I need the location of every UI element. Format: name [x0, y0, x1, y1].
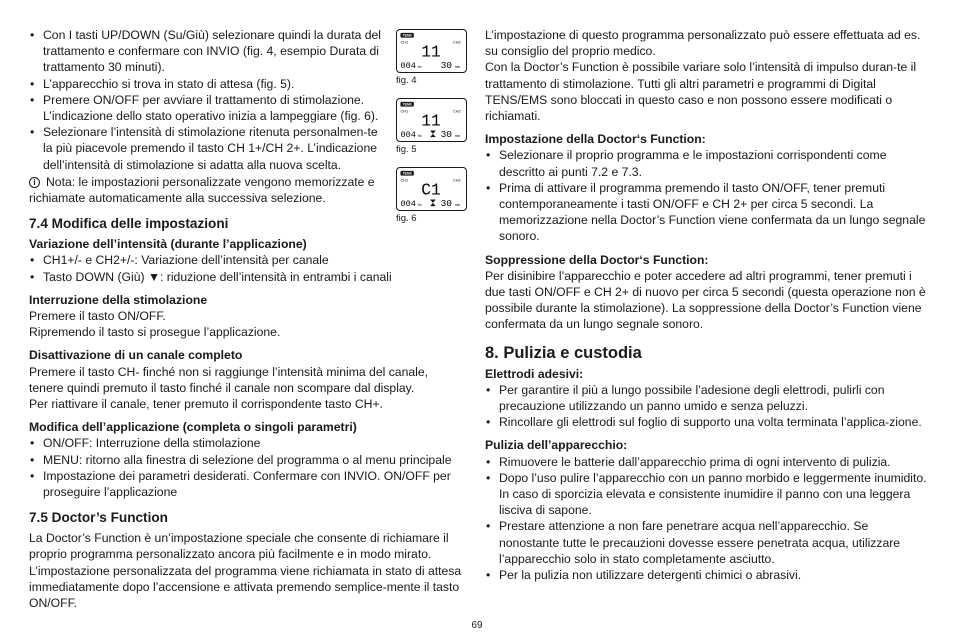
- intensity-digits: C1: [421, 180, 441, 200]
- electrodes-heading: Elettrodi adesivi:: [485, 366, 584, 381]
- min-label: min: [454, 65, 461, 70]
- figure-4: [396, 29, 468, 86]
- interrupt-heading: Interruzione della stimolazione: [29, 292, 208, 307]
- list-item: • CH1+/- e CH2+/-: Variazione dell’intensità per canale: [29, 252, 470, 268]
- info-icon: i: [29, 177, 40, 188]
- ch2-label: CH2: [452, 40, 461, 45]
- hourglass-icon: [430, 131, 436, 138]
- interrupt-line: Ripremendo il tasto si prosegue l’applicazione.: [29, 325, 281, 340]
- variation-list: [29, 252, 470, 284]
- lcd-display-icon: [396, 98, 467, 142]
- modify-heading: Modifica dell’applicazione (completa o singoli parametri): [29, 420, 357, 435]
- device-cleaning-list: [485, 454, 927, 584]
- intensity-digits: 11: [421, 42, 441, 62]
- figure-caption: fig. 5: [396, 144, 417, 155]
- counter-digits: 004: [400, 61, 416, 72]
- duration-digits: 30: [440, 198, 453, 210]
- variation-heading: Variazione dell’intensità (durante l’applicazione): [29, 237, 307, 252]
- list-item: • L’apparecchio si trova in stato di attesa (fig. 5).: [29, 76, 386, 92]
- right-intro: L’impostazione di questo programma personalizzato può essere effettuata ad es. su consiglio del proprio medico.: [485, 28, 921, 59]
- intro-steps-list: [29, 27, 386, 173]
- removal-heading: Soppressione della Doctor‘s Function:: [485, 252, 709, 267]
- lcd-display-icon: [396, 167, 467, 211]
- list-item: • Selezionare l’intensità di stimolazione ritenuta personalmen-te la più piacevole premendo il tasto CH 1+/CH 2+. L’indicazione dell’intensità di stimolazione si adatta alla nuova scelta.: [29, 124, 386, 173]
- list-item: • Tasto DOWN (Giù) ▼: riduzione dell’intensità in entrambi i canali: [29, 269, 470, 285]
- right-intro-2: Con la Doctor’s Function è possibile variare solo l’intensità di impulso duran-te il trattamento di stimolazione. Tutti gli altri parametri e programmi di Digital TENS/EMS sono bloccati in questo caso e non possono essere modificati o richiamati.: [485, 60, 917, 124]
- note-text: Nota: le impostazioni personalizzate vengono memorizzate e richiamate automaticamente alla successiva selezione.: [29, 174, 375, 206]
- list-item: • ON/OFF: Interruzione della stimolazione: [29, 435, 470, 451]
- list-item: • Prestare attenzione a non fare penetrare acqua nell’apparecchio. Se nonostante tutte le precauzioni dovesse essere penetrata acqua, utilizzare l’apparecchio solo in stato completamente asciutto.: [485, 518, 927, 567]
- page-number: 69: [471, 620, 483, 631]
- section-7-4-heading: 7.4 Modifica delle impostazioni: [29, 216, 229, 232]
- figure-caption: fig. 6: [396, 213, 417, 224]
- disable-line: Premere il tasto CH- finché non si raggiunge l’intensità minima del canale,: [29, 364, 428, 379]
- ch2-label: CH2: [452, 178, 461, 183]
- duration-digits: 30: [440, 129, 453, 141]
- right-column: [485, 27, 927, 583]
- list-item: • Dopo l’uso pulire l’apparecchio con un panno morbido e leggermente inumidito. In caso di sporcizia elevata e consistente inumidire il panno con una leggera lisciva di sapone.: [485, 470, 927, 519]
- modify-list: [29, 435, 470, 500]
- section-7-5-heading: 7.5 Doctor’s Function: [29, 510, 168, 526]
- mode-tab-label: TENS: [402, 33, 412, 38]
- setting-list: [485, 147, 927, 244]
- lcd-display-icon: [396, 29, 467, 73]
- doctors-function-body: La Doctor’s Function è un’impostazione speciale che consente di richiamare il proprio programma personalizzato ancora più facilmente e in modo mirato. L’impostazione personalizzata del programma viene richiamata in stato di attesa immediatamente dopo l’accensione e attivata premendo semplice-mente il tasto ON/OFF.: [29, 531, 462, 611]
- list-item: • Premere ON/OFF per avviare il trattamento di stimolazione. L’indicazione dello stato operativo inizia a lampeggiare (fig. 6).: [29, 92, 386, 124]
- ch1-label: CH1: [400, 109, 409, 114]
- list-item: • MENU: ritorno alla finestra di selezione del programma o al menu principale: [29, 452, 470, 468]
- list-item: • Impostazione dei parametri desiderati. Confermare con INVIO. ON/OFF per proseguire l’applicazione: [29, 468, 470, 500]
- ch1-label: CH1: [400, 40, 409, 45]
- mode-tab-label: TENS: [402, 102, 412, 107]
- figure-6: [396, 167, 468, 224]
- list-item: • Prima di attivare il programma premendo il tasto ON/OFF, tener premuti contemporaneamente i tasti ON/OFF e CH 2+ per circa 5 secondi. La memorizzazione nella Doctor’s Function viene confermata da un lungo segnale sonoro.: [485, 180, 927, 245]
- setting-heading: Impostazione della Doctor‘s Function:: [485, 132, 706, 147]
- mode-tab-label: TENS: [402, 171, 412, 176]
- intensity-digits: 11: [421, 111, 441, 131]
- min-label: min: [454, 134, 461, 139]
- list-item: • Rincollare gli elettrodi sul foglio di supporto una volta terminata l’applica-zione.: [485, 414, 927, 430]
- list-item: • Rimuovere le batterie dall’apparecchio prima di ogni intervento di pulizia.: [485, 454, 927, 470]
- unit-label: Hz: [417, 65, 422, 70]
- interrupt-line: Premere il tasto ON/OFF.: [29, 309, 166, 324]
- min-label: min: [454, 203, 461, 208]
- figure-caption: fig. 4: [396, 75, 417, 86]
- list-item: • Con I tasti UP/DOWN (Su/Giù) selezionare quindi la durata del trattamento e confermare con INVIO (fig. 4, esempio Durata di trattamento 30 minuti).: [29, 27, 386, 76]
- list-item: • Per garantire il più a lungo possibile l’adesione degli elettrodi, pulirli con precauzione utilizzando un panno umido e senza peluzzi.: [485, 382, 927, 414]
- disable-line: Per riattivare il canale, tener premuto il corrispondente tasto CH+.: [29, 397, 383, 412]
- removal-body: Per disinibire l’apparecchio e poter accedere ad altri programmi, tener premuti i due tasti ON/OFF e CH 2+ di nuovo per circa 5 secondi (questa operazione non è possibile durante la stimolazione). La soppressione della Doctor’s Function viene confermata da un lungo segnale sonoro.: [485, 268, 926, 332]
- hourglass-icon: [430, 200, 436, 207]
- device-cleaning-heading: Pulizia dell’apparecchio:: [485, 438, 628, 453]
- figure-5: [396, 98, 468, 155]
- ch2-label: CH2: [452, 109, 461, 114]
- unit-label: Hz: [417, 203, 422, 208]
- list-item: • Selezionare il proprio programma e le impostazioni corrispondenti come descritto ai punti 7.2 e 7.3.: [485, 147, 927, 179]
- section-8-heading: 8. Pulizia e custodia: [485, 343, 642, 362]
- electrodes-list: [485, 382, 927, 431]
- duration-digits: 30: [440, 60, 453, 72]
- disable-line: tenere quindi premuto il tasto finché il canale non scompare dal display.: [29, 380, 415, 395]
- unit-label: Hz: [417, 134, 422, 139]
- list-item: • Per la pulizia non utilizzare detergenti chimici o abrasivi.: [485, 567, 927, 583]
- counter-digits: 004: [400, 130, 416, 141]
- counter-digits: 004: [400, 199, 416, 210]
- note-paragraph: [29, 174, 386, 206]
- ch1-label: CH1: [400, 178, 409, 183]
- disable-channel-heading: Disattivazione di un canale completo: [29, 348, 243, 363]
